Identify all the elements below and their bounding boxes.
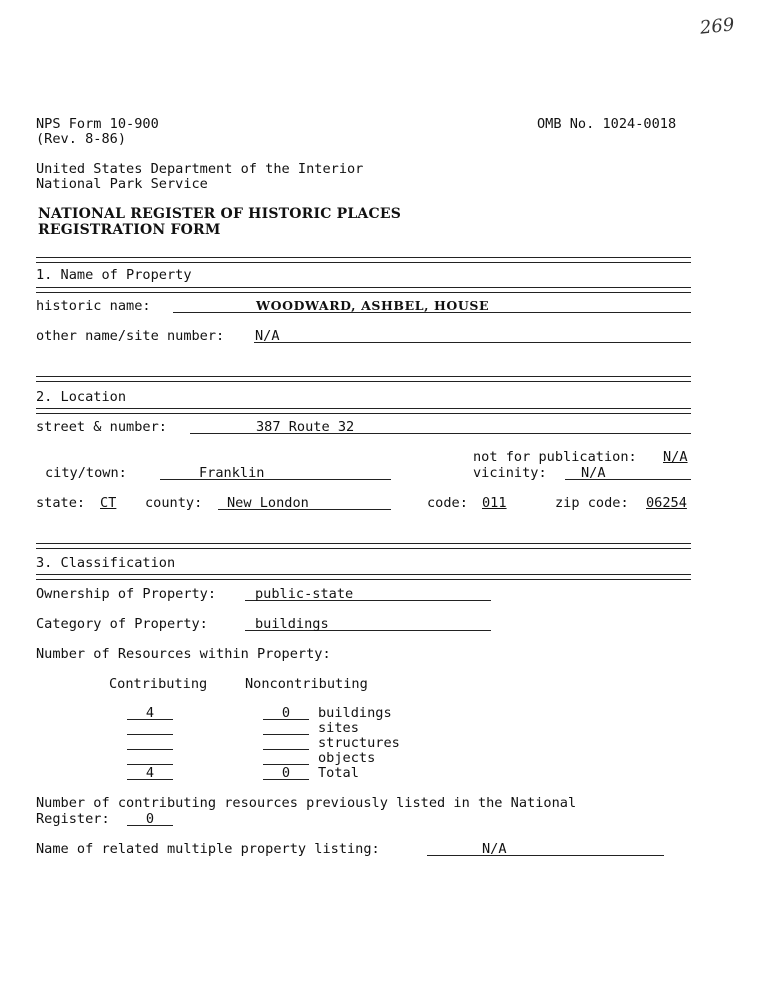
section2-heading: 2. Location <box>36 389 127 405</box>
noncontributing-count: 0 <box>281 705 291 721</box>
register-label: Register: <box>36 811 110 827</box>
ownership-value: public-state <box>255 586 354 602</box>
contributing-line <box>127 749 173 750</box>
street-value: 387 Route 32 <box>256 419 355 435</box>
department-name: United States Department of the Interior <box>36 161 364 177</box>
city-value: Franklin <box>199 465 265 481</box>
zip-label: zip code: <box>555 495 629 511</box>
section-divider <box>36 257 691 263</box>
resource-type-label: sites <box>318 720 359 736</box>
handwritten-page-number: 269 <box>698 14 736 39</box>
other-name-label: other name/site number: <box>36 328 225 344</box>
other-name-value: N/A <box>255 328 280 344</box>
noncontributing-line <box>263 749 309 750</box>
vicinity-value: N/A <box>581 465 606 481</box>
multiple-property-line <box>427 855 664 856</box>
category-label: Category of Property: <box>36 616 208 632</box>
form-number: NPS Form 10-900 <box>36 116 159 132</box>
county-value: New London <box>227 495 309 511</box>
section-divider <box>36 408 691 414</box>
multiple-property-value: N/A <box>482 841 507 857</box>
section-divider <box>36 287 691 293</box>
code-value: 011 <box>482 495 507 511</box>
section-divider <box>36 574 691 580</box>
form-title: NATIONAL REGISTER OF HISTORIC PLACES <box>38 206 402 222</box>
noncontributing-total: 0 <box>281 765 291 781</box>
zip-value: 06254 <box>646 495 687 511</box>
section3-heading: 3. Classification <box>36 555 176 571</box>
noncontributing-column-header: Noncontributing <box>245 676 368 692</box>
not-for-publication-value: N/A <box>663 449 688 465</box>
section-divider <box>36 376 691 382</box>
omb-number: OMB No. 1024-0018 <box>537 116 677 132</box>
resources-label: Number of Resources within Property: <box>36 646 331 662</box>
code-label: code: <box>427 495 468 511</box>
resource-type-label: structures <box>318 735 400 751</box>
not-for-publication-label: not for publication: <box>473 449 637 465</box>
ownership-label: Ownership of Property: <box>36 586 217 602</box>
county-label: county: <box>145 495 203 511</box>
contributing-line <box>127 734 173 735</box>
service-name: National Park Service <box>36 176 208 192</box>
form-subtitle: REGISTRATION FORM <box>38 222 221 238</box>
state-label: state: <box>36 495 86 511</box>
city-line <box>160 479 391 480</box>
street-label: street & number: <box>36 419 167 435</box>
contributing-total: 4 <box>145 765 155 781</box>
city-label: city/town: <box>45 465 127 481</box>
resource-type-label: Total <box>318 765 359 781</box>
category-value: buildings <box>255 616 329 632</box>
resource-type-label: objects <box>318 750 376 766</box>
section1-heading: 1. Name of Property <box>36 267 192 283</box>
resource-type-label: buildings <box>318 705 392 721</box>
previously-listed-value: 0 <box>145 811 155 827</box>
other-name-line <box>254 342 691 343</box>
contributing-count: 4 <box>145 705 155 721</box>
historic-name-label: historic name: <box>36 298 151 314</box>
vicinity-label: vicinity: <box>473 465 547 481</box>
section-divider <box>36 543 691 549</box>
state-value: CT <box>100 495 117 511</box>
historic-name-value: WOODWARD, ASHBEL, HOUSE <box>256 298 490 313</box>
noncontributing-line <box>263 734 309 735</box>
form-revision: (Rev. 8-86) <box>36 131 127 147</box>
multiple-property-label: Name of related multiple property listing: <box>36 841 380 857</box>
previously-listed-label: Number of contributing resources previously listed in the National <box>36 795 577 811</box>
contributing-column-header: Contributing <box>109 676 208 692</box>
